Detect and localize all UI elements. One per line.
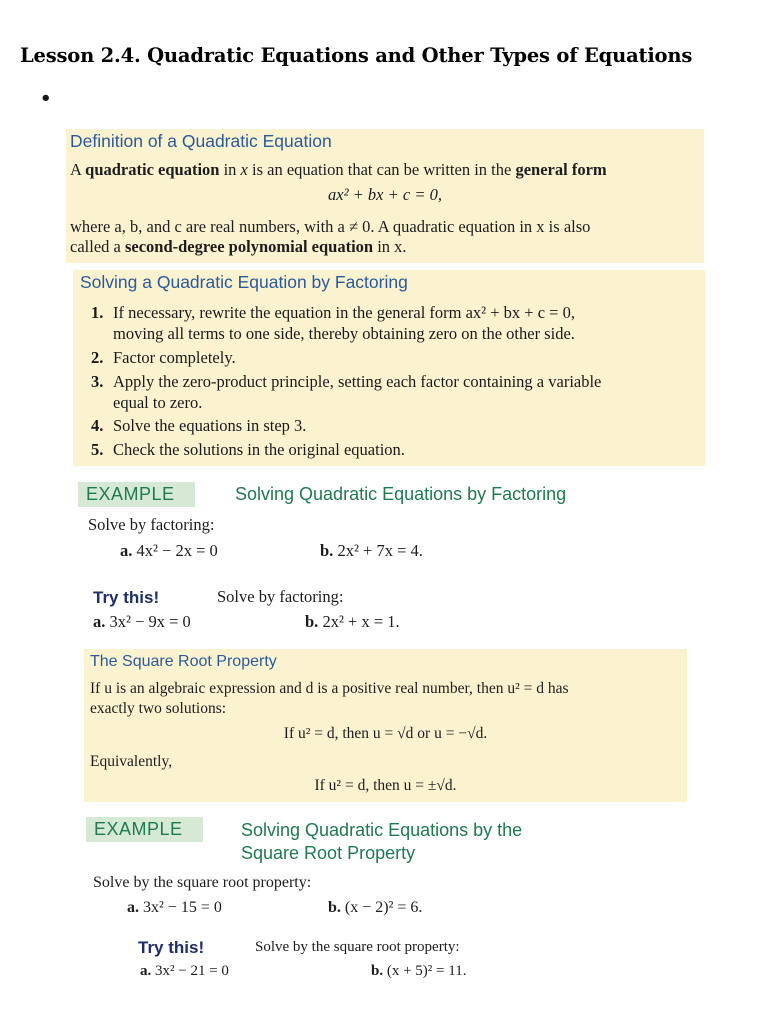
step-4: 4. Solve the equations in step 3. (91, 416, 307, 435)
example-part-b: b. 2x² + 7x = 4. (320, 541, 423, 560)
definition-line-1: A quadratic equation in x is an equation that can be written in the general form (70, 160, 607, 179)
definition-box (66, 129, 704, 263)
square-root-property-box (84, 649, 687, 802)
try-this-2-instruction: Solve by the square root property: (255, 939, 460, 955)
example-instruction: Solve by factoring: (88, 515, 215, 534)
try-this-2-part-a: a. 3x² − 21 = 0 (140, 963, 229, 979)
example-title: Solving Quadratic Equations by Factoring (235, 484, 567, 504)
factoring-heading: Solving a Quadratic Equation by Factoring (80, 272, 408, 292)
lesson-title: Lesson 2.4. Quadratic Equations and Other Types of Equations (20, 44, 693, 67)
square-root-equation-2: If u² = d, then u = ±√d. (314, 777, 457, 794)
example-2-instruction: Solve by the square root property: (93, 874, 312, 891)
example-2-part-a: a. 3x² − 15 = 0 (127, 899, 222, 916)
try-this-instruction: Solve by factoring: (217, 587, 344, 606)
square-root-line-1: If u is an algebraic expression and d is a positive real number, then u² = d has (90, 680, 569, 697)
square-root-line-2: exactly two solutions: (90, 700, 227, 717)
example-tag: EXAMPLE (78, 482, 195, 507)
definition-line-3: where a, b, and c are real numbers, with a ≠ 0. A quadratic equation in x is also (70, 217, 591, 236)
example-2-title-line-2: Square Root Property (241, 843, 416, 863)
step-5: 5. Check the solutions in the original equation. (91, 440, 405, 459)
step-2: 2. Factor completely. (91, 348, 236, 367)
square-root-equation-1: If u² = d, then u = √d or u = −√d. (283, 725, 488, 742)
definition-line-4: called a second-degree polynomial equation in x. (70, 237, 407, 256)
bullet-point: • (40, 88, 52, 109)
step-3: 3. Apply the zero-product principle, setting each factor containing a variable (91, 372, 602, 391)
step-1: 1. If necessary, rewrite the equation in the general form ax² + bx + c = 0, (91, 303, 575, 322)
square-root-heading: The Square Root Property (90, 653, 277, 670)
equivalently-label: Equivalently, (90, 753, 173, 770)
try-this-part-b: b. 2x² + x = 1. (305, 612, 400, 631)
example-2-title-line-1: Solving Quadratic Equations by the (241, 820, 523, 840)
step-1-cont: moving all terms to one side, thereby obtaining zero on the other side. (113, 324, 575, 343)
factoring-steps-box (73, 270, 705, 466)
general-form-equation: ax² + bx + c = 0, (328, 185, 442, 204)
try-this-2-label: Try this! (138, 938, 205, 957)
try-this-part-a: a. 3x² − 9x = 0 (93, 612, 191, 631)
try-this-2-part-b: b. (x + 5)² = 11. (371, 963, 467, 979)
try-this-label: Try this! (93, 588, 160, 607)
example-part-a: a. 4x² − 2x = 0 (120, 541, 218, 560)
definition-heading: Definition of a Quadratic Equation (70, 131, 332, 151)
example-2-part-b: b. (x − 2)² = 6. (328, 899, 423, 916)
step-3-cont: equal to zero. (113, 393, 203, 412)
example-2-tag: EXAMPLE (86, 817, 203, 842)
